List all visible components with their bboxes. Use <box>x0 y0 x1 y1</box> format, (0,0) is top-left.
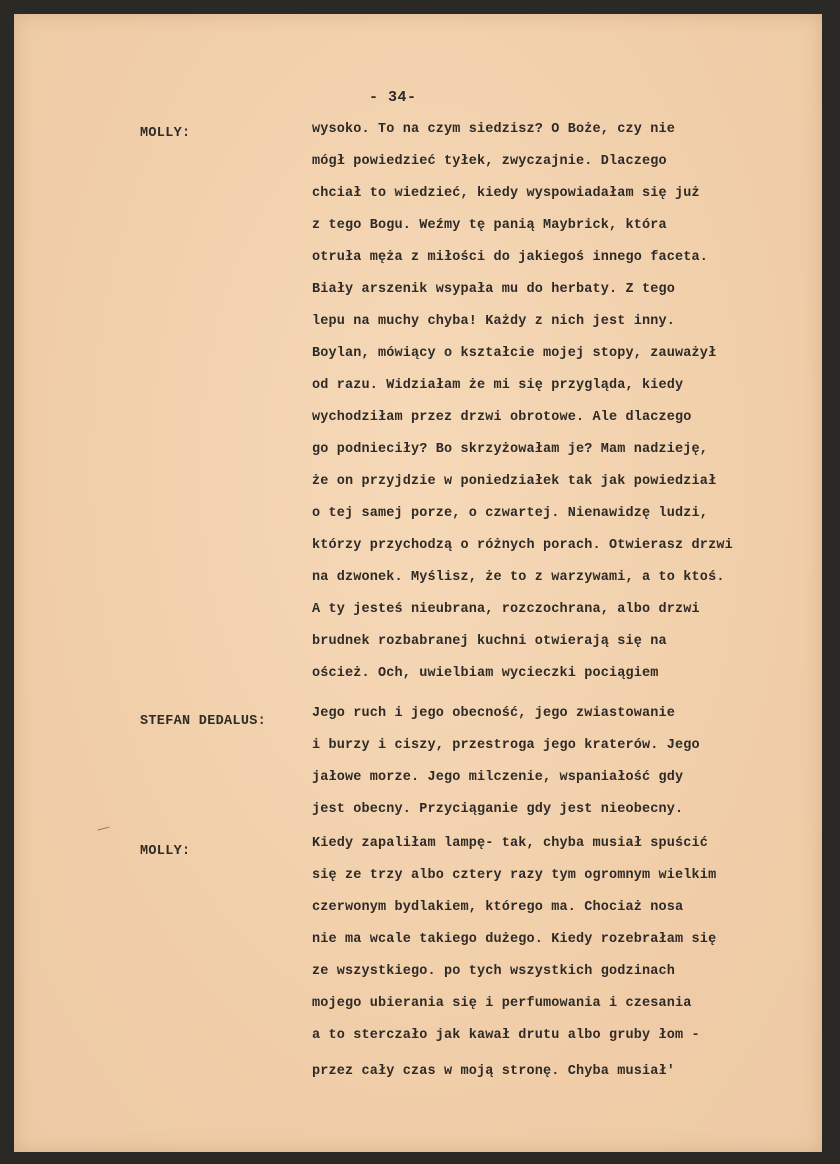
text-line: brudnek rozbabranej kuchni otwierają się na <box>312 634 667 649</box>
page-number: - 34- <box>369 89 417 106</box>
text-line: A ty jesteś nieubrana, rozczochrana, albo drzwi <box>312 602 700 617</box>
text-line: czerwonym bydlakiem, którego ma. Chociaż nosa <box>312 900 684 915</box>
text-line: lepu na muchy chyba! Każdy z nich jest inny. <box>312 314 676 329</box>
text-line: się ze trzy albo cztery razy tym ogromnym wielkim <box>312 868 717 883</box>
text-line: Jego ruch i jego obecność, jego zwiastowanie <box>312 706 676 721</box>
text-line: chciał to wiedzieć, kiedy wyspowiadałam się już <box>312 186 700 201</box>
text-line: przez cały czas w moją stronę. Chyba musiał' <box>312 1064 676 1079</box>
text-line: go podnieciły? Bo skrzyżowałam je? Mam nadzieję, <box>312 442 709 457</box>
text-line: z tego Bogu. Weźmy tę panią Maybrick, która <box>312 218 667 233</box>
text-line: a to sterczało jak kawał drutu albo gruby łom - <box>312 1028 700 1043</box>
text-line: na dzwonek. Myślisz, że to z warzywami, a to ktoś. <box>312 570 725 585</box>
text-line: jałowe morze. Jego milczenie, wspaniałość gdy <box>312 770 684 785</box>
text-line: otruła męża z miłości do jakiegoś innego faceta. <box>312 250 709 265</box>
speaker-label: STEFAN DEDALUS: <box>140 714 267 729</box>
text-line: którzy przychodzą o różnych porach. Otwierasz drzwi <box>312 538 733 553</box>
text-line: od razu. Widziałam że mi się przygląda, kiedy <box>312 378 684 393</box>
text-line: ze wszystkiego. po tych wszystkich godzinach <box>312 964 676 979</box>
text-line: i burzy i ciszy, przestroga jego kraterów. Jego <box>312 738 700 753</box>
text-line: o tej samej porze, o czwartej. Nienawidzę ludzi, <box>312 506 709 521</box>
text-line: nie ma wcale takiego dużego. Kiedy rozebrałam się <box>312 932 717 947</box>
speaker-label: MOLLY: <box>140 126 191 141</box>
text-line: wysoko. To na czym siedzisz? O Boże, czy nie <box>312 122 676 137</box>
text-line: oścież. Och, uwielbiam wycieczki pociągiem <box>312 666 659 681</box>
text-line: że on przyjdzie w poniedziałek tak jak powiedział <box>312 474 717 489</box>
text-line: wychodziłam przez drzwi obrotowe. Ale dlaczego <box>312 410 692 425</box>
text-line: Boylan, mówiący o kształcie mojej stopy, zauważył <box>312 346 717 361</box>
text-line: mógł powiedzieć tyłek, zwyczajnie. Dlaczego <box>312 154 667 169</box>
text-line: Biały arszenik wsypała mu do herbaty. Z tego <box>312 282 676 297</box>
speaker-label: MOLLY: <box>140 844 191 859</box>
text-line: jest obecny. Przyciąganie gdy jest nieobecny. <box>312 802 684 817</box>
text-line: mojego ubierania się i perfumowania i czesania <box>312 996 692 1011</box>
text-line: Kiedy zapaliłam lampę- tak, chyba musiał spuścić <box>312 836 709 851</box>
